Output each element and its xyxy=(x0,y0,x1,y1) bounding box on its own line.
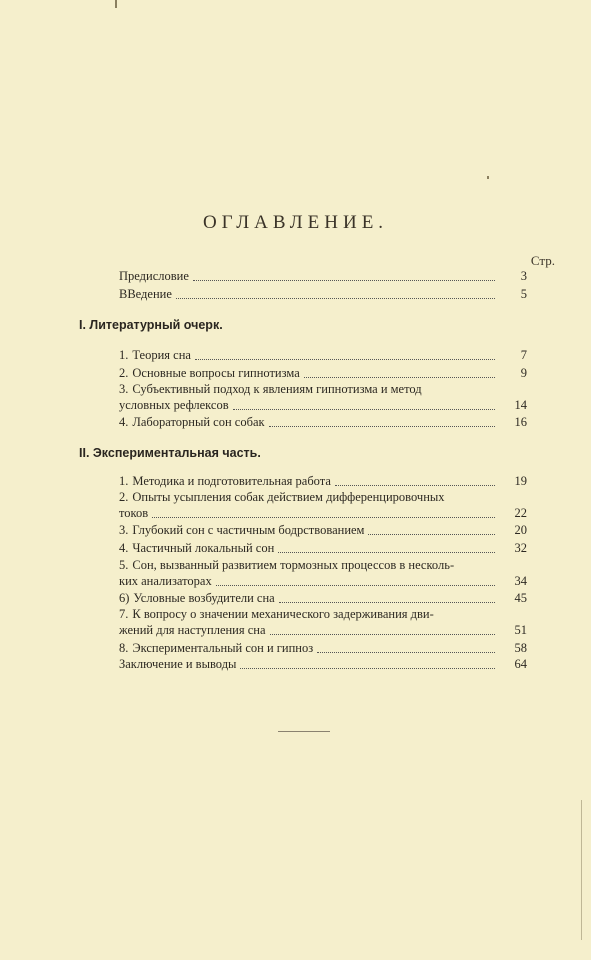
toc-entry[interactable]: 7. К вопросу о значении механического задерживания дви- жений для наступления сна 51 xyxy=(119,607,527,637)
toc-entry[interactable]: 6) Условные возбудители сна 45 xyxy=(119,591,527,605)
section-heading-experimental: II. Экспериментальная часть. xyxy=(79,446,261,460)
section-heading-literature: I. Литературный очерк. xyxy=(79,318,223,332)
pages-column-label: Стр. xyxy=(530,253,555,268)
toc-entry[interactable]: 2. Основные вопросы гипнотизма 9 xyxy=(119,366,527,380)
toc-entry[interactable]: 1. Методика и подготовительная работа 19 xyxy=(119,474,527,488)
paper-speck xyxy=(487,176,489,179)
paper-edge-mark xyxy=(581,800,582,940)
end-divider xyxy=(278,731,330,732)
toc-entry[interactable]: 1. Теория сна 7 xyxy=(119,348,527,362)
paper-speck xyxy=(115,0,117,8)
toc-entry-conclusion[interactable]: Заключение и выводы 64 xyxy=(119,657,527,671)
toc-entry[interactable]: 5. Сон, вызванный развитием тормозных процессов в несколь- ких анализаторах 34 xyxy=(119,558,527,588)
toc-entry[interactable]: 4. Частичный локальный сон 32 xyxy=(119,541,527,555)
toc-entry[interactable]: 4. Лабораторный сон собак 16 xyxy=(119,415,527,429)
toc-entry[interactable]: 8. Экспериментальный сон и гипноз 58 xyxy=(119,641,527,655)
toc-title: ОГЛАВЛЕНИЕ. xyxy=(202,212,389,233)
toc-entry[interactable]: 2. Опыты усыпления собак действием дифференцировочных токов 22 xyxy=(119,490,527,520)
toc-entry[interactable]: 3. Субъективный подход к явлениям гипнотизма и метод условных рефлексов 14 xyxy=(119,382,527,412)
toc-entry-introduction[interactable]: ВВедение 5 xyxy=(119,287,527,301)
toc-entry[interactable]: 3. Глубокий сон с частичным бодрствованием 20 xyxy=(119,523,527,537)
toc-entry-preface[interactable]: Предисловие 3 xyxy=(119,269,527,283)
